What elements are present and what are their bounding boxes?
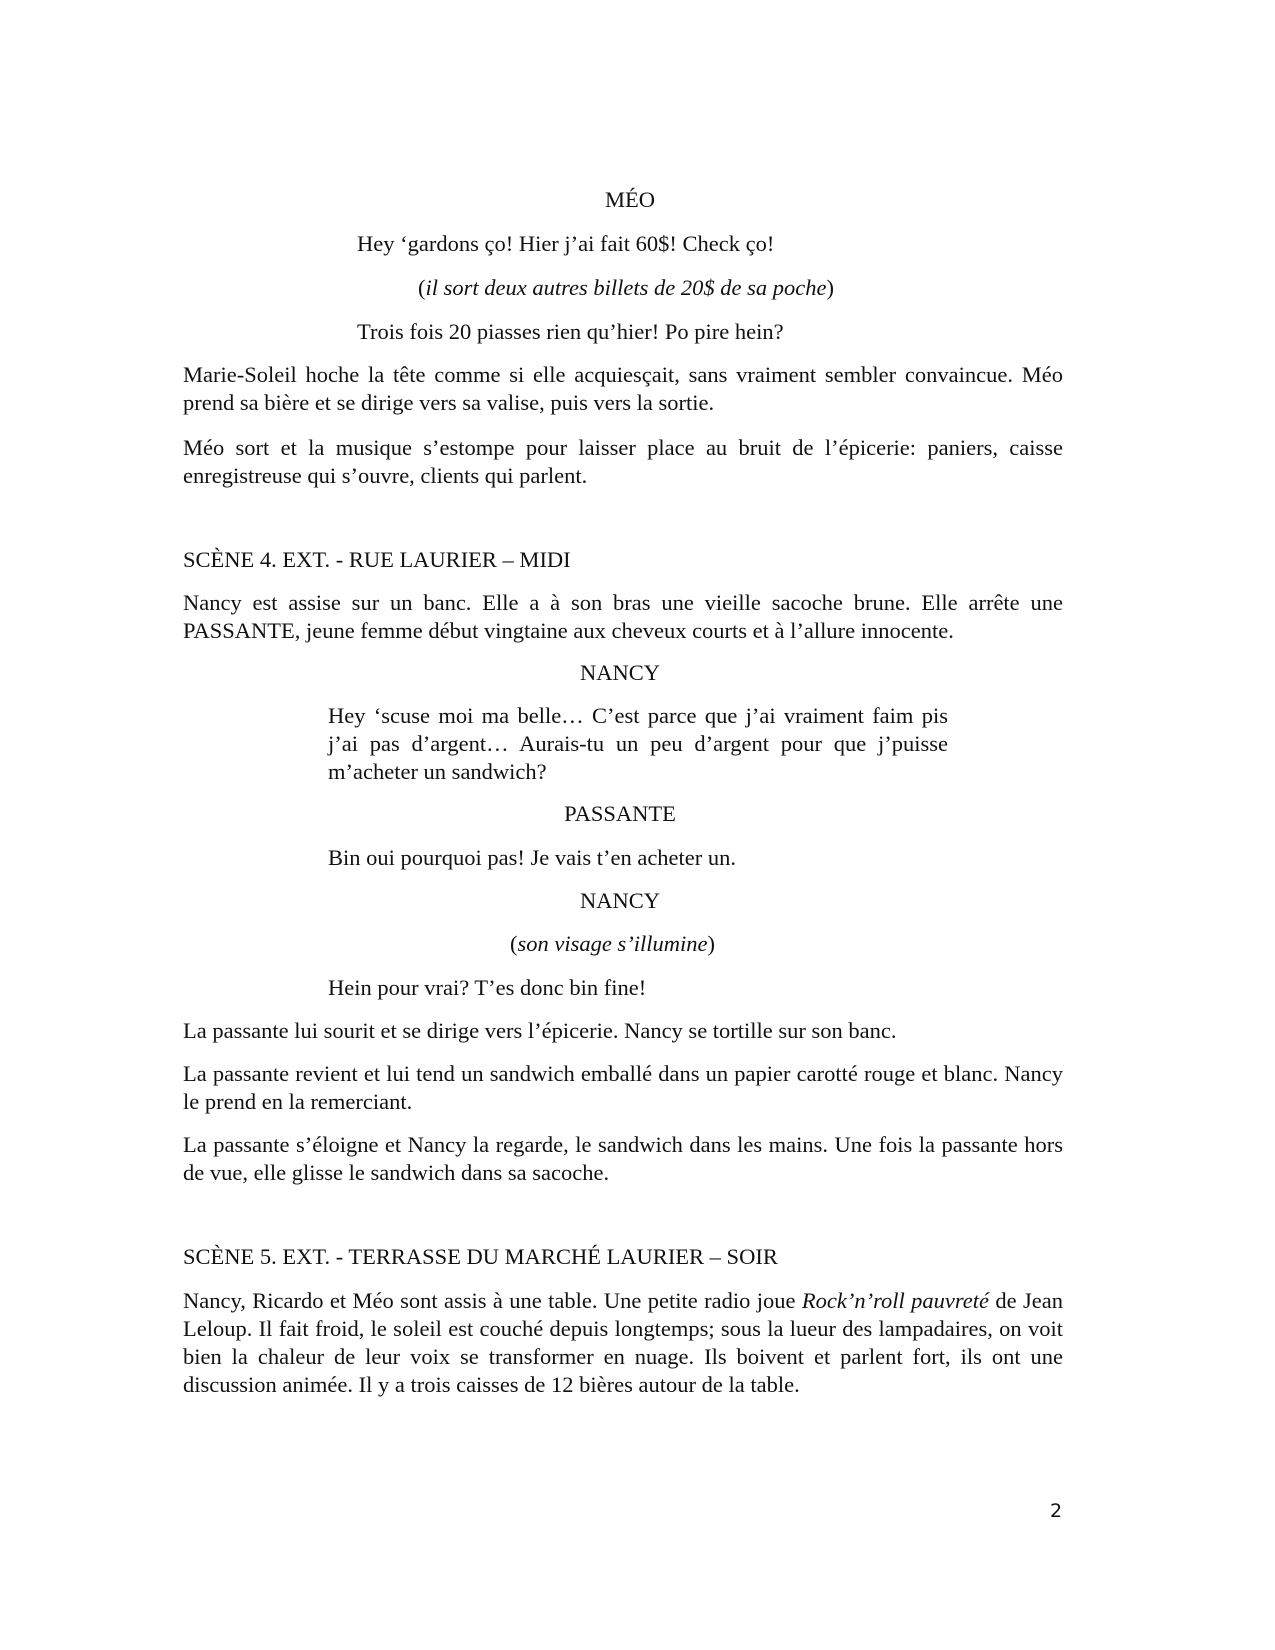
action-paragraph: Nancy est assise sur un banc. Elle a à son bras une vieille sacoche brune. Elle arrête une PASSANTE, jeune femme début vingtaine aux cheveux courts et à l’allure innocente. [183,590,1063,643]
action-paragraph: Marie-Soleil hoche la tête comme si elle acquiesçait, sans vraiment sembler convaincue. Méo prend sa bière et se dirige vers sa valise, puis vers la sortie. [183,362,1063,415]
character-name-nancy: NANCY [579,660,660,685]
dialogue-nancy-1: Hey ‘scuse moi ma belle… C’est parce que j’ai vraiment faim pis j’ai pas d’argent… Aurais-tu un peu d’argent pour que j’puisse m’acheter un sandwich? [328,703,948,784]
paren-close: ) [707,931,715,956]
action-text: Nancy, Ricardo et Méo sont assis à une table. Une petite radio joue [183,1288,802,1313]
paren-open: ( [510,931,518,956]
character-name-passante: PASSANTE [564,801,676,826]
action-paragraph: La passante s’éloigne et Nancy la regarde, le sandwich dans les mains. Une fois la passante hors de vue, elle glisse le sandwich dans sa sacoche. [183,1132,1063,1185]
parenthetical-text: il sort deux autres billets de 20$ de sa poche [425,275,827,300]
action-paragraph [183,1287,1063,1399]
character-name-nancy: NANCY [579,888,660,913]
dialogue-nancy-2: Hein pour vrai? T’es donc bin fine! [328,975,647,1000]
action-paragraph: La passante revient et lui tend un sandwich emballé dans un papier carotté rouge et blanc. Nancy le prend en la remerciant. [183,1061,1063,1114]
scene-heading: SCÈNE 5. EXT. - TERRASSE DU MARCHÉ LAURIER – SOIR [183,1244,778,1269]
parenthetical-nancy [510,930,715,958]
dialogue-passante: Bin oui pourquoi pas! Je vais t’en acheter un. [328,845,737,870]
parenthetical-text: son visage s’illumine [517,931,708,956]
dialogue-meo-2: Trois fois 20 piasses rien qu’hier! Po pire hein? [357,319,784,344]
paren-close: ) [826,275,834,300]
paren-open: ( [418,275,426,300]
dialogue-meo-1: Hey ‘gardons ço! Hier j’ai fait 60$! Check ço! [357,231,775,256]
page-number: 2 [1050,1500,1063,1522]
action-paragraph: Méo sort et la musique s’estompe pour laisser place au bruit de l’épicerie: paniers, caisse enregistreuse qui s’ouvre, clients qui parlent. [183,435,1063,488]
scene-heading: SCÈNE 4. EXT. - RUE LAURIER – MIDI [183,547,571,572]
action-text: de Jean Leloup. Il fait froid, le soleil est couché depuis longtemps; sous la lueur des lampadaires, on voit bien la chaleur de leur voix se transformer en nuage. Ils boivent et parlent fort, ils ont une discussion animée. Il y a trois caisses de 12 bières autour de la table. [183,1288,1064,1397]
action-paragraph: La passante lui sourit et se dirige vers l’épicerie. Nancy se tortille sur son banc. [183,1018,897,1043]
song-title: Rock’n’roll pauvreté [801,1288,990,1313]
parenthetical-meo [418,274,834,302]
character-name-meo: MÉO [605,187,655,212]
